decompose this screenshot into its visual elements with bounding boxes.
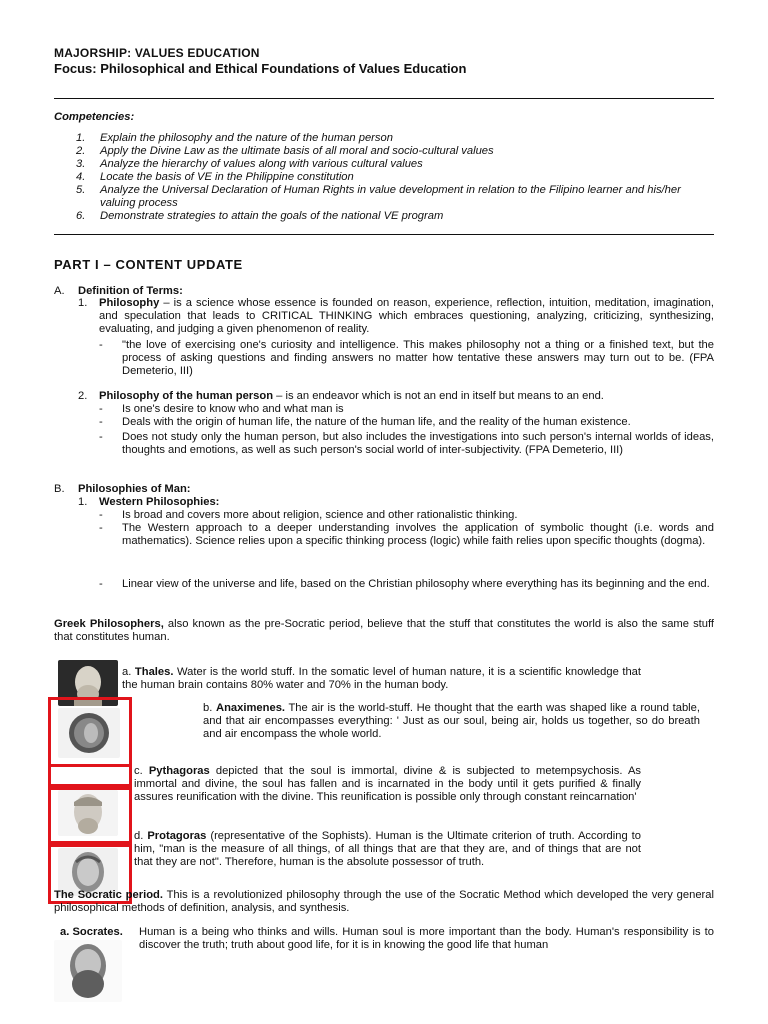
item-letter: c. xyxy=(134,765,143,777)
bullet-dash: - xyxy=(99,403,103,415)
paragraph-text: depicted that the soul is immortal, divine & is subjected to metempsychosis. As immortal and divine, the soul has fallen and is incarnated in the body until it gets purified & finally assures reunification with the divine. This reunification is possible only through constant reincarnation' xyxy=(134,765,641,803)
competency-item: 5. Analyze the Universal Declaration of Human Rights in value development in relation to the Filipino learner and his/her valuing process xyxy=(76,184,681,209)
paragraph-text: Water is the world stuff. In the somatic level of human nature, it is a scientific knowledge that the human brain contains 80% water and 70% in the human body. xyxy=(122,666,642,691)
competency-item: 3. Analyze the hierarchy of values along with various cultural values xyxy=(76,158,423,170)
paragraph-text: The air is the world-stuff. He thought that the earth was shaped like a round table, and that air encompasses everything: ' Just as our soul, being air, holds us together, so do breath and air encompass the whole world. xyxy=(203,702,700,740)
majorship-heading: MAJORSHIP: VALUES EDUCATION xyxy=(54,46,260,60)
section-b-title: Philosophies of Man: xyxy=(78,483,191,495)
pythagoras-paragraph xyxy=(134,765,641,804)
annotation-box xyxy=(48,787,132,844)
bullet-text: Linear view of the universe and life, based on the Christian philosophy where everything has its beginning and the end. xyxy=(122,578,710,590)
item-number: 1. xyxy=(78,496,88,508)
term-socratic: The Socratic period. xyxy=(54,889,163,901)
bullet-text: Is one's desire to know who and what man is xyxy=(122,403,344,415)
bullet-text: The Western approach to a deeper understanding involves the application of symbolic thought (i.e. words and mathematics). Science relies upon a specific thinking process (logic) while faith relies upon specific thoughts (dogma). xyxy=(122,522,714,547)
anaximenes-paragraph xyxy=(203,702,700,741)
competency-item: 4. Locate the basis of VE in the Philippine constitution xyxy=(76,171,354,183)
greek-paragraph xyxy=(54,618,714,644)
term-philosophy: Philosophy xyxy=(99,297,160,309)
bullet-dash: - xyxy=(99,339,103,351)
competencies-title: Competencies: xyxy=(54,111,135,123)
socratic-paragraph xyxy=(54,889,714,915)
item-letter: a. xyxy=(122,666,132,678)
bullet-dash: - xyxy=(99,416,103,428)
thales-paragraph xyxy=(122,666,641,692)
competency-item: 6. Demonstrate strategies to attain the goals of the national VE program xyxy=(76,210,444,222)
philosophy-definition xyxy=(99,297,714,336)
bullet-text: Deals with the origin of human life, the nature of the human life, and the reality of the human existence. xyxy=(122,416,631,428)
competency-item: 1. Explain the philosophy and the nature of the human person xyxy=(76,132,393,144)
term-philosophy-human: Philosophy of the human person xyxy=(99,390,274,402)
philosophy-human-definition xyxy=(99,390,714,403)
section-a-title: Definition of Terms: xyxy=(78,285,183,297)
bullet-text: Is broad and covers more about religion, science and other rationalistic thinking. xyxy=(122,509,518,521)
item-letter: d. xyxy=(134,830,144,842)
definition-text: – is a science whose essence is founded on reason, experience, reflection, intuition, meditation, imagination, and speculation that leads to CRITICAL THINKING which embraces questioning, analyzing, criticizing, synthesizing, evaluating, and judging a given phenomenon of reality. xyxy=(99,297,714,335)
definition-text: – is an endeavor which is not an end in itself but means to an end. xyxy=(273,390,604,402)
focus-heading: Focus: Philosophical and Ethical Foundations of Values Education xyxy=(54,61,467,76)
bullet-dash: - xyxy=(99,522,103,534)
philosopher-name: Anaximenes. xyxy=(216,702,286,714)
philosopher-name: Socrates. xyxy=(72,926,123,938)
divider-top xyxy=(54,98,714,99)
socrates-heading xyxy=(60,926,123,939)
annotation-box xyxy=(48,697,132,767)
bullet-text: "the love of exercising one's curiosity and intelligence. This makes philosophy not a thing or a finished text, but the process of asking questions and finding answers no matter how tentative these answers may turn out to be. (FPA Demeterio, III) xyxy=(122,339,714,377)
protagoras-paragraph xyxy=(134,830,641,869)
paragraph-text: This is a revolutionized philosophy through the use of the Socratic Method which developed the very general philosophical methods of definition, analysis, and synthesis. xyxy=(54,889,714,914)
bullet-text: Does not study only the human person, but also includes the investigations into such person's internal worlds of ideas, thoughts and emotions, as well as such person's social world of inter-subjectivity. (FPA Demeterio, III) xyxy=(122,431,714,456)
paragraph-text: also known as the pre-Socratic period, believe that the stuff that constitutes the world is also the same stuff that constitutes human. xyxy=(54,618,715,643)
divider-bottom xyxy=(54,234,714,235)
section-b-letter: B. xyxy=(54,483,65,495)
item-letter: a. xyxy=(60,926,70,938)
philosopher-name: Protagoras xyxy=(147,830,207,842)
bullet-dash: - xyxy=(99,578,103,590)
bullet-dash: - xyxy=(99,509,103,521)
term-greek: Greek Philosophers, xyxy=(54,618,164,630)
annotation-box xyxy=(48,767,132,787)
bullet-dash: - xyxy=(99,431,103,443)
socrates-text: Human is a being who thinks and wills. Human soul is more important than the body. Human's responsibility is to discover the truth; truth about good life, for it is in knowing the good life that human xyxy=(139,926,714,951)
socrates-portrait-icon xyxy=(54,940,122,1002)
competencies-list xyxy=(54,132,714,223)
competency-item: 2. Apply the Divine Law as the ultimate basis of all moral and socio-cultural values xyxy=(76,145,494,157)
item-letter: b. xyxy=(203,702,213,714)
part-title: PART I – CONTENT UPDATE xyxy=(54,257,243,272)
item-number: 1. xyxy=(78,297,88,309)
philosopher-name: Pythagoras xyxy=(148,765,210,777)
section-a-letter: A. xyxy=(54,285,65,297)
item-number: 2. xyxy=(78,390,88,402)
philosopher-name: Thales. xyxy=(134,666,174,678)
paragraph-text: (representative of the Sophists). Human is the Ultimate criterion of truth. According to him, "man is the measure of all things, of all things that are that they are, and of things that are not that they are not". Therefore, human is the absolute possessor of truth. xyxy=(134,830,641,868)
term-western: Western Philosophies: xyxy=(99,496,220,508)
